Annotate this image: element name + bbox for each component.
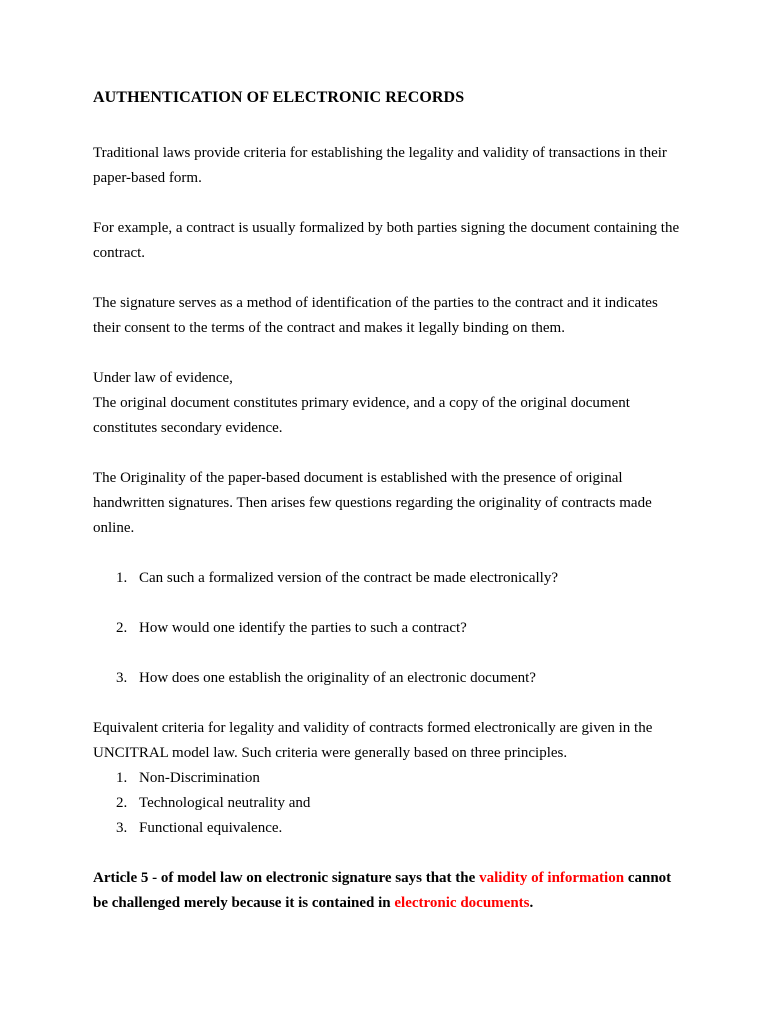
- list-item-text: Can such a formalized version of the contract be made electronically?: [139, 570, 558, 586]
- list-item-text: How does one establish the originality of an electronic document?: [139, 670, 536, 686]
- spacer: [93, 441, 683, 466]
- document-body: [93, 86, 683, 916]
- spacer: [93, 191, 683, 216]
- article-text: cannot be challenged merely because it is contained in: [93, 870, 672, 911]
- list-number: 2.: [116, 795, 128, 811]
- list-item: [93, 766, 683, 791]
- spacer: [93, 266, 683, 291]
- highlight-electronic-documents: electronic documents: [394, 895, 530, 911]
- highlight-validity-of-information: validity of information: [479, 870, 625, 886]
- principles-list: [93, 766, 683, 841]
- document-title: AUTHENTICATION OF ELECTRONIC RECORDS: [93, 89, 465, 106]
- paragraph-signature-role: The signature serves as a method of identification of the parties to the contract and it indicates their consent to the terms of the contract and makes it legally binding on them.: [93, 295, 658, 336]
- paragraph-traditional-laws: Traditional laws provide criteria for establishing the legality and validity of transactions in their paper-based form.: [93, 145, 667, 186]
- list-item: [93, 666, 683, 691]
- list-number: 3.: [116, 670, 128, 686]
- list-number: 2.: [116, 620, 128, 636]
- list-item-text: Functional equivalence.: [139, 820, 283, 836]
- list-item: [93, 616, 683, 641]
- list-item: [93, 791, 683, 816]
- list-item-text: How would one identify the parties to such a contract?: [139, 620, 467, 636]
- spacer: [93, 341, 683, 366]
- paragraph-uncitral: Equivalent criteria for legality and validity of contracts formed electronically are given in the UNCITRAL model law. Such criteria were generally based on three principles.: [93, 720, 653, 761]
- spacer: [93, 110, 683, 141]
- list-item-text: Non-Discrimination: [139, 770, 260, 786]
- paragraph-primary-evidence: The original document constitutes primary evidence, and a copy of the original document constitutes secondary evidence.: [93, 395, 630, 436]
- spacer: [93, 691, 683, 716]
- list-number: 3.: [116, 820, 128, 836]
- paragraph-contract-example: For example, a contract is usually formalized by both parties signing the document containing the contract.: [93, 220, 680, 261]
- paragraph-article-5: [93, 866, 683, 916]
- list-number: 1.: [116, 570, 128, 586]
- paragraph-law-of-evidence: Under law of evidence,: [93, 370, 233, 386]
- questions-list: [93, 566, 683, 691]
- article-text: .: [529, 895, 534, 911]
- article-text: Article 5 - of model law on electronic signature says that the: [93, 870, 480, 886]
- list-item: [93, 816, 683, 841]
- paragraph-originality: The Originality of the paper-based document is established with the presence of original handwritten signatures. Then arises few questions regarding the originality of contracts made online.: [93, 470, 652, 536]
- list-item: [93, 566, 683, 591]
- list-number: 1.: [116, 770, 128, 786]
- list-item-text: Technological neutrality and: [139, 795, 311, 811]
- spacer: [93, 841, 683, 866]
- spacer: [93, 541, 683, 566]
